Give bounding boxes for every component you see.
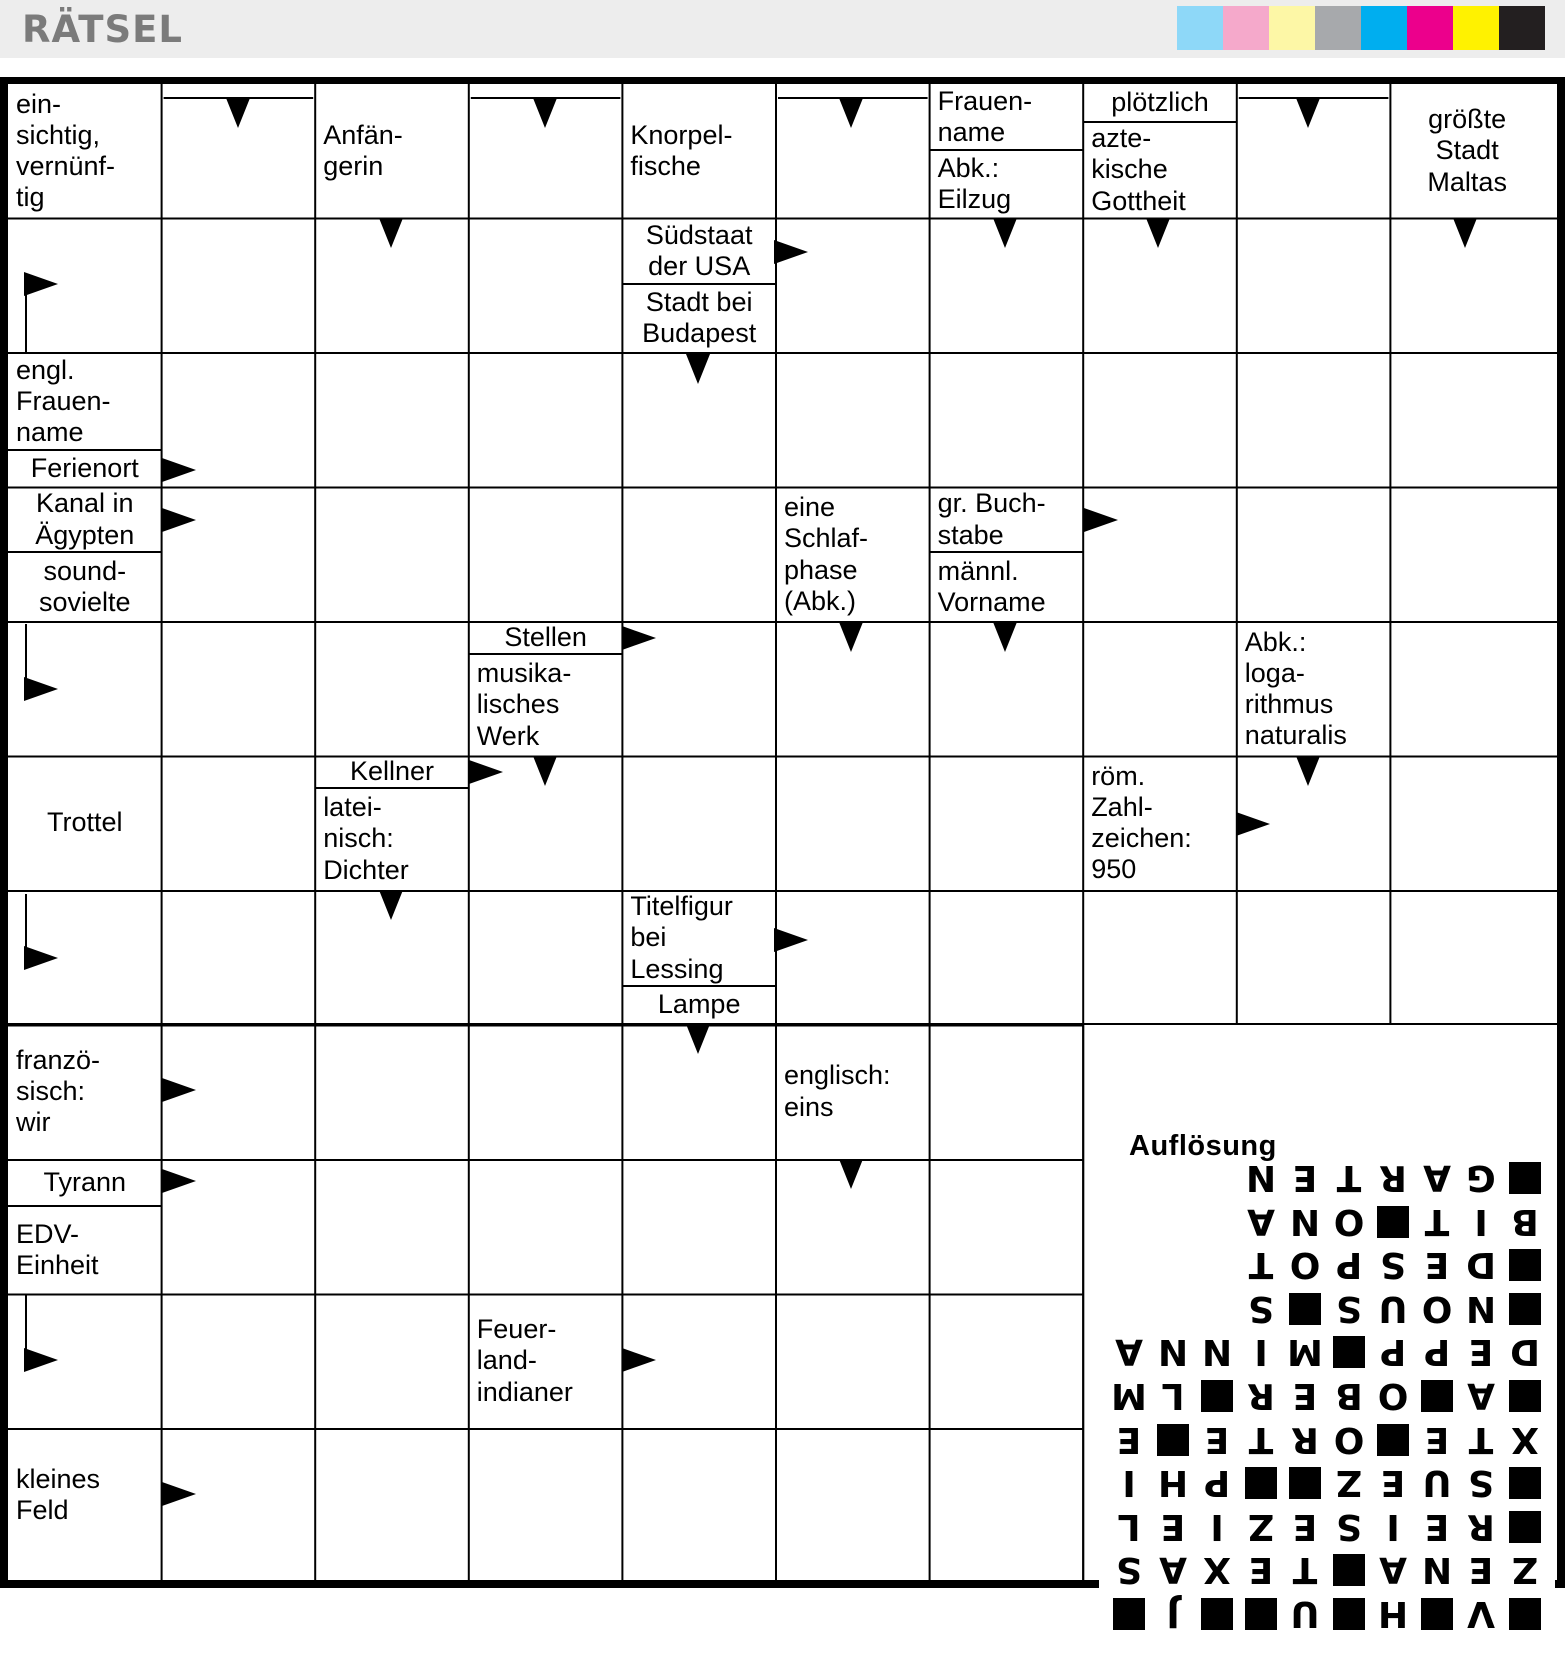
solution-letter: N <box>1201 1331 1233 1373</box>
color-swatch <box>1499 6 1545 50</box>
black-square-icon <box>1333 1554 1365 1586</box>
clue-text-line: sound- <box>43 555 127 586</box>
solution-letter: E <box>1204 1419 1230 1461</box>
black-square-icon <box>1289 1293 1321 1325</box>
solution-row <box>1107 1594 1547 1634</box>
clue-text-line: kische <box>1091 154 1168 185</box>
solution-letter: I <box>1386 1506 1400 1548</box>
solution-letter: G <box>1466 1157 1496 1199</box>
solution-block <box>1195 1376 1239 1416</box>
arrow-icon <box>162 1078 196 1102</box>
solution-box <box>1099 1124 1555 1664</box>
black-square-icon <box>1509 1598 1541 1630</box>
arrow-icon <box>533 756 557 786</box>
solution-letter: X <box>1203 1549 1231 1591</box>
clue-text-line: Schlaf- <box>784 523 869 554</box>
clue-text-line: eins <box>784 1091 834 1122</box>
clue-cell <box>624 86 774 216</box>
solution-letter: B <box>1511 1201 1539 1243</box>
solution-block <box>1415 1376 1459 1416</box>
clue-text-line: Ferienort <box>30 452 139 483</box>
arrow-icon <box>622 626 656 650</box>
clue-text-line: Kellner <box>349 758 434 786</box>
clue-text-line: ein- <box>16 88 62 119</box>
solution-row <box>1239 1245 1547 1285</box>
solution-letter: T <box>1248 1419 1274 1461</box>
solution-letter: T <box>1424 1201 1450 1243</box>
solution-row <box>1107 1550 1547 1590</box>
clue-cell <box>10 452 160 485</box>
solution-letter: O <box>1377 1375 1409 1417</box>
page-header <box>0 0 1565 58</box>
solution-letter: E <box>1424 1419 1450 1461</box>
black-square-icon <box>1509 1249 1541 1281</box>
clue-text-line: sisch: <box>16 1075 86 1106</box>
clue-text-line: indianer <box>476 1376 573 1407</box>
color-swatch <box>1223 6 1269 50</box>
solution-letter: P <box>1203 1462 1231 1504</box>
arrow-icon <box>993 218 1017 248</box>
solution-letter: I <box>1474 1201 1488 1243</box>
solution-letter: I <box>1210 1506 1224 1548</box>
clue-text-line: Vorname <box>937 587 1046 617</box>
solution-letter: I <box>1254 1331 1268 1373</box>
solution-letter: U <box>1378 1288 1408 1330</box>
solution-letter: E <box>1380 1462 1406 1504</box>
black-square-icon <box>1377 1206 1409 1238</box>
solution-letter: I <box>1122 1462 1136 1504</box>
solution-letter: A <box>1115 1331 1143 1373</box>
solution-letter: H <box>1157 1462 1189 1504</box>
solution-letter: T <box>1468 1419 1494 1461</box>
solution-letter: N <box>1157 1331 1189 1373</box>
clue-text-line: Südstaat <box>645 220 753 250</box>
clue-text-line: wir <box>16 1107 51 1138</box>
solution-letter: E <box>1468 1331 1494 1373</box>
arrow-icon <box>162 1482 196 1506</box>
solution-letter: R <box>1379 1157 1407 1199</box>
clue-cell <box>1085 124 1235 216</box>
solution-row <box>1239 1289 1547 1329</box>
clue-text-line: Knorpel- <box>630 119 733 150</box>
arrow-icon <box>469 760 503 784</box>
solution-letter: V <box>1467 1593 1495 1635</box>
solution-letter: U <box>1290 1593 1320 1635</box>
clue-text-line: Stellen <box>504 624 587 652</box>
black-square-icon <box>1421 1380 1453 1412</box>
solution-letter: N <box>1465 1288 1497 1330</box>
solution-block <box>1283 1463 1327 1503</box>
clue-text-line: lisches <box>476 689 560 720</box>
clue-text-line: latei- <box>323 792 382 823</box>
clue-cell <box>932 152 1082 216</box>
solution-letter: E <box>1468 1549 1494 1591</box>
clue-text-line: land- <box>476 1345 537 1376</box>
color-swatch <box>1269 6 1315 50</box>
arrow-icon <box>24 1348 58 1372</box>
solution-letter: J <box>1166 1593 1180 1635</box>
clue-text-line: nisch: <box>323 823 394 854</box>
clue-cell <box>1392 86 1542 216</box>
arrow-icon <box>379 218 403 248</box>
arrow-icon <box>162 508 196 532</box>
arrow-icon <box>1084 508 1118 532</box>
solution-row <box>1239 1158 1547 1198</box>
clue-cell <box>624 220 774 282</box>
clue-text-line: azte- <box>1091 124 1152 154</box>
solution-block <box>1503 1158 1547 1198</box>
clue-text-line: sovielte <box>39 587 131 617</box>
solution-block <box>1503 1245 1547 1285</box>
black-square-icon <box>1289 1467 1321 1499</box>
clue-text-line: sichtig, <box>16 119 101 150</box>
solution-letter: E <box>1248 1549 1274 1591</box>
clue-text-line: Gottheit <box>1091 185 1186 216</box>
clue-text-line: eine <box>784 492 836 523</box>
solution-block <box>1503 1594 1547 1634</box>
clue-text-line: engl. <box>16 355 75 385</box>
solution-block <box>1503 1507 1547 1547</box>
color-swatch <box>1453 6 1499 50</box>
arrow-icon <box>622 1348 656 1372</box>
solution-letter: S <box>1468 1462 1494 1504</box>
color-swatch <box>1361 6 1407 50</box>
solution-letter: X <box>1511 1419 1539 1461</box>
clue-text-line: rithmus <box>1244 689 1334 719</box>
solution-block <box>1239 1463 1283 1503</box>
solution-title: Auflösung <box>1129 1130 1277 1162</box>
solution-block <box>1503 1463 1547 1503</box>
solution-block <box>1107 1594 1151 1634</box>
solution-letter: O <box>1333 1419 1365 1461</box>
solution-letter: Z <box>1335 1462 1363 1504</box>
clue-text-line: Feld <box>16 1495 69 1525</box>
solution-letter: B <box>1335 1375 1363 1417</box>
clue-cell <box>10 1161 160 1204</box>
clue-cell <box>1085 86 1235 120</box>
solution-block <box>1239 1594 1283 1634</box>
clue-text-line: Kanal in <box>36 489 134 519</box>
clue-text-line: Stadt bei <box>645 286 753 317</box>
black-square-icon <box>1201 1380 1233 1412</box>
clue-text-line: zeichen: <box>1091 823 1192 853</box>
clue-cell <box>317 758 467 786</box>
clue-text-line: röm. <box>1091 760 1146 791</box>
clue-text-line: 950 <box>1091 854 1137 885</box>
clue-text-line: EDV- <box>16 1218 80 1249</box>
arrow-icon <box>839 1159 863 1189</box>
arrow-icon <box>993 622 1017 652</box>
clue-cell <box>317 86 467 216</box>
clue-cell <box>471 1296 621 1426</box>
black-square-icon <box>1509 1467 1541 1499</box>
solution-letter: T <box>1248 1244 1274 1286</box>
solution-letter: T <box>1292 1549 1318 1591</box>
page-title: RÄTSEL <box>22 8 183 51</box>
clue-text-line: Frauen- <box>937 86 1033 116</box>
solution-letter: P <box>1335 1244 1363 1286</box>
arrow-icon <box>24 946 58 970</box>
black-square-icon <box>1377 1424 1409 1456</box>
clue-cell <box>778 1026 928 1157</box>
clue-cell <box>1239 624 1389 754</box>
clue-cell <box>10 554 160 620</box>
arrow-icon <box>379 890 403 920</box>
solution-letter: E <box>1292 1506 1318 1548</box>
solution-letter: S <box>1380 1244 1406 1286</box>
solution-letter: N <box>1289 1201 1321 1243</box>
clue-text-line: Anfän- <box>323 119 403 150</box>
clue-text-line: Stadt <box>1435 135 1499 166</box>
black-square-icon <box>1333 1336 1365 1368</box>
solution-letter: S <box>1336 1288 1362 1330</box>
solution-letter: U <box>1422 1462 1452 1504</box>
color-swatch <box>1177 6 1223 50</box>
clue-text-line: bei <box>630 922 667 953</box>
solution-letter: A <box>1467 1375 1495 1417</box>
clue-text-line: Einheit <box>16 1250 99 1280</box>
clue-cell <box>778 489 928 620</box>
clue-text-line: musika- <box>476 658 572 689</box>
clue-cell <box>932 489 1082 550</box>
clue-text-line: Budapest <box>642 318 757 348</box>
clue-text-line: Maltas <box>1427 166 1507 197</box>
clue-text-line: tig <box>16 182 45 213</box>
solution-block <box>1415 1594 1459 1634</box>
solution-letter: O <box>1289 1244 1321 1286</box>
clue-text-line: fische <box>630 151 701 181</box>
arrow-icon <box>839 622 863 652</box>
clue-text-line: Titelfigur <box>630 892 733 922</box>
clue-text-line: Ägypten <box>35 519 135 550</box>
solution-row <box>1107 1376 1547 1416</box>
arrow-icon <box>533 98 557 128</box>
solution-block <box>1503 1376 1547 1416</box>
solution-block <box>1371 1420 1415 1460</box>
clue-text-line: stabe <box>937 519 1004 550</box>
solution-letter: D <box>1510 1331 1540 1373</box>
solution-letter: T <box>1336 1157 1362 1199</box>
solution-letter: S <box>1248 1288 1274 1330</box>
clue-cell <box>10 355 160 448</box>
clue-text-line: Dichter <box>323 854 409 885</box>
solution-letter: N <box>1421 1549 1453 1591</box>
clue-text-line: englisch: <box>784 1060 891 1091</box>
solution-block <box>1371 1202 1415 1242</box>
black-square-icon <box>1201 1598 1233 1630</box>
arrow-icon <box>1236 812 1270 836</box>
black-square-icon <box>1509 1162 1541 1194</box>
clue-text-line: der USA <box>648 251 751 281</box>
clue-text-line: gerin <box>323 151 384 181</box>
clue-text-line: name <box>16 417 84 448</box>
black-square-icon <box>1113 1598 1145 1630</box>
solution-row <box>1239 1202 1547 1242</box>
clue-text-line: phase <box>784 554 858 585</box>
clue-cell <box>471 656 621 754</box>
clue-cell <box>624 286 774 350</box>
solution-row <box>1107 1332 1547 1372</box>
solution-letter: E <box>1116 1419 1142 1461</box>
solution-letter: L <box>1161 1375 1185 1417</box>
black-square-icon <box>1157 1424 1189 1456</box>
black-square-icon <box>1509 1380 1541 1412</box>
color-calibration-bar <box>1177 6 1545 50</box>
clue-cell <box>10 758 160 888</box>
solution-letter: H <box>1377 1593 1409 1635</box>
clue-text-line: Lampe <box>657 989 741 1020</box>
clue-cell <box>317 790 467 888</box>
solution-letter: R <box>1291 1419 1319 1461</box>
clue-cell <box>624 892 774 984</box>
solution-letter: R <box>1247 1375 1275 1417</box>
solution-letter: P <box>1423 1331 1451 1373</box>
solution-row <box>1107 1507 1547 1547</box>
arrow-icon <box>686 354 710 384</box>
arrow-icon <box>1296 98 1320 128</box>
arrow-icon <box>226 98 250 128</box>
clue-text-line: naturalis <box>1244 720 1347 751</box>
clue-text-line: name <box>937 117 1006 147</box>
clue-text-line: (Abk.) <box>784 585 857 616</box>
solution-block <box>1327 1550 1371 1590</box>
solution-letter: Z <box>1511 1549 1539 1591</box>
solution-letter: E <box>1424 1506 1450 1548</box>
arrow-icon <box>774 240 808 264</box>
clue-text-line: gr. Buch- <box>937 489 1046 519</box>
black-square-icon <box>1509 1293 1541 1325</box>
crossword-board <box>8 84 1557 1635</box>
clue-text-line: Werk <box>476 720 540 751</box>
solution-letter: E <box>1292 1157 1318 1199</box>
arrow-icon <box>24 677 58 701</box>
solution-block <box>1327 1332 1371 1372</box>
clue-text-line: kleines <box>16 1463 101 1494</box>
solution-letter: A <box>1423 1157 1451 1199</box>
arrow-icon <box>162 458 196 482</box>
clue-text-line: Lessing <box>630 953 724 984</box>
clue-cell <box>10 489 160 550</box>
clue-text-line: Abk.: <box>937 152 1000 183</box>
solution-block <box>1195 1594 1239 1634</box>
solution-block <box>1151 1420 1195 1460</box>
solution-row <box>1107 1463 1547 1503</box>
arrow-icon <box>162 1169 196 1193</box>
clue-text-line: Frauen- <box>16 385 111 416</box>
arrow-icon <box>774 928 808 952</box>
solution-letter: E <box>1424 1244 1450 1286</box>
solution-letter: O <box>1333 1201 1365 1243</box>
solution-letter: N <box>1245 1157 1277 1199</box>
clue-cell <box>10 1026 160 1157</box>
clue-cell <box>932 86 1082 148</box>
clue-text-line: Eilzug <box>937 184 1012 214</box>
clue-text-line: loga- <box>1244 657 1305 688</box>
arrow-icon <box>1453 218 1477 248</box>
solution-letter: L <box>1117 1506 1141 1548</box>
clue-cell <box>624 988 774 1022</box>
clue-text-line: größte <box>1428 104 1507 135</box>
solution-letter: O <box>1421 1288 1453 1330</box>
clue-cell <box>932 554 1082 620</box>
solution-letter: A <box>1247 1201 1275 1243</box>
solution-letter: S <box>1116 1549 1142 1591</box>
solution-letter: A <box>1159 1549 1187 1591</box>
arrow-icon <box>1296 756 1320 786</box>
clue-cell <box>10 1430 160 1560</box>
clue-text-line: Feuer- <box>476 1314 557 1345</box>
clue-cell <box>10 86 160 216</box>
black-square-icon <box>1333 1598 1365 1630</box>
clue-text-line: männl. <box>937 555 1019 586</box>
clue-text-line: Trottel <box>47 807 123 838</box>
solution-letter: M <box>1287 1331 1323 1373</box>
black-square-icon <box>1421 1598 1453 1630</box>
solution-letter: P <box>1379 1331 1407 1373</box>
clue-cell <box>1085 758 1235 888</box>
arrow-icon <box>686 1024 710 1054</box>
black-square-icon <box>1245 1467 1277 1499</box>
color-swatch <box>1315 6 1361 50</box>
black-square-icon <box>1245 1598 1277 1630</box>
solution-block <box>1283 1289 1327 1329</box>
solution-letter: M <box>1111 1375 1147 1417</box>
arrow-icon <box>1146 218 1170 248</box>
arrow-icon <box>24 272 58 296</box>
clue-text-line: vernünf- <box>16 151 116 181</box>
clue-text-line: Abk.: <box>1244 626 1307 657</box>
clue-text-line: plötzlich <box>1111 87 1209 118</box>
solution-letter: Z <box>1247 1506 1275 1548</box>
solution-block <box>1327 1594 1371 1634</box>
solution-letter: R <box>1467 1506 1495 1548</box>
solution-letter: S <box>1336 1506 1362 1548</box>
clue-text-line: franzö- <box>16 1044 101 1075</box>
solution-letter: D <box>1466 1244 1496 1286</box>
color-swatch <box>1407 6 1453 50</box>
clue-text-line: Zahl- <box>1091 791 1153 822</box>
clue-cell <box>471 624 621 652</box>
solution-row <box>1107 1420 1547 1460</box>
solution-letter: E <box>1160 1506 1186 1548</box>
arrow-icon <box>839 98 863 128</box>
solution-letter: A <box>1379 1549 1407 1591</box>
solution-block <box>1503 1289 1547 1329</box>
black-square-icon <box>1509 1511 1541 1543</box>
clue-text-line: Tyrann <box>43 1166 127 1197</box>
clue-cell <box>10 1208 160 1292</box>
solution-letter: E <box>1292 1375 1318 1417</box>
